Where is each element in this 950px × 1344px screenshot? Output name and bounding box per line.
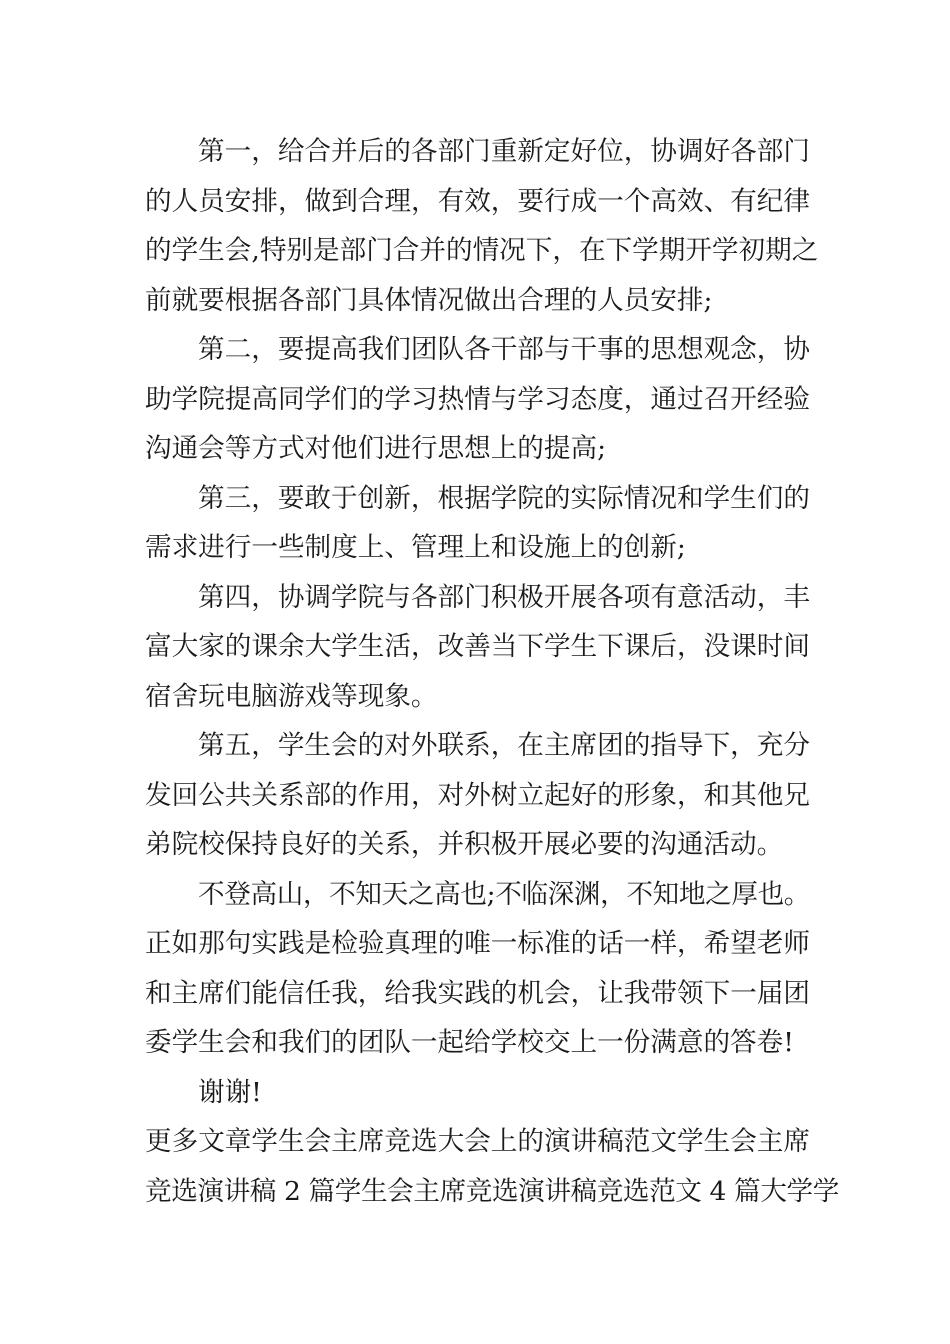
paragraph-line: 第三，要敢于创新，根据学院的实际情况和学生们的 [198, 482, 810, 514]
paragraph-line: 不登高山，不知天之高也;不临深渊，不知地之厚也。 [198, 878, 810, 910]
paragraph-line: 弟院校保持良好的关系，并积极开展必要的沟通活动。 [145, 829, 784, 860]
paragraph-2 [145, 325, 810, 474]
paragraph-line: 第二，要提高我们团队各干部与干事的思想观念，协 [198, 334, 810, 365]
paragraph-line: 委学生会和我们的团队一起给学校交上一份满意的答卷! [145, 1027, 794, 1058]
paragraph-1 [145, 127, 819, 325]
paragraph-6 [145, 870, 810, 1068]
paragraph-3 [145, 474, 810, 573]
closing-thanks: 谢谢! [198, 1076, 262, 1108]
paragraph-line: 发回公共关系部的作用，对外树立起好的形象，和其他兄 [145, 779, 810, 811]
document-body [145, 127, 839, 1216]
paragraph-line: 的学生会,特别是部门合并的情况下，在下学期开学初期之 [145, 235, 819, 266]
paragraph-line: 和主席们能信任我，给我实践的机会，让我带领下一届团 [145, 977, 810, 1009]
related-articles-line: 更多文章学生会主席竞选大会上的演讲稿范文学生会主席 [145, 1126, 810, 1157]
paragraph-line: 正如那句实践是检验真理的唯一标准的话一样，希望老师 [145, 928, 810, 959]
paragraph-line: 沟通会等方式对他们进行思想上的提高; [145, 433, 607, 464]
related-articles-line: 竞选演讲稿 2 篇学生会主席竞选演讲稿竞选范文 4 篇大学学 [145, 1175, 839, 1207]
related-articles [145, 1117, 839, 1216]
paragraph-5 [145, 721, 810, 870]
paragraph-4 [145, 573, 810, 722]
paragraph-line: 需求进行一些制度上、管理上和设施上的创新; [145, 532, 686, 563]
paragraph-line: 助学院提高同学们的学习热情与学习态度，通过召开经验 [145, 383, 810, 415]
paragraph-line: 第四，协调学院与各部门积极开展各项有意活动，丰 [198, 581, 810, 613]
paragraph-line: 前就要根据各部门具体情况做出合理的人员安排; [145, 284, 713, 316]
paragraph-line: 富大家的课余大学生活，改善当下学生下课后，没课时间 [145, 631, 810, 662]
paragraph-line: 的人员安排，做到合理，有效，要行成一个高效、有纪律 [145, 185, 810, 217]
paragraph-line: 第一，给合并后的各部门重新定好位，协调好各部门 [198, 136, 810, 167]
paragraph-line: 宿舍玩电脑游戏等现象。 [145, 680, 438, 712]
paragraph-line: 第五，学生会的对外联系，在主席团的指导下，充分 [198, 730, 810, 761]
paragraph-7 [145, 1068, 810, 1118]
